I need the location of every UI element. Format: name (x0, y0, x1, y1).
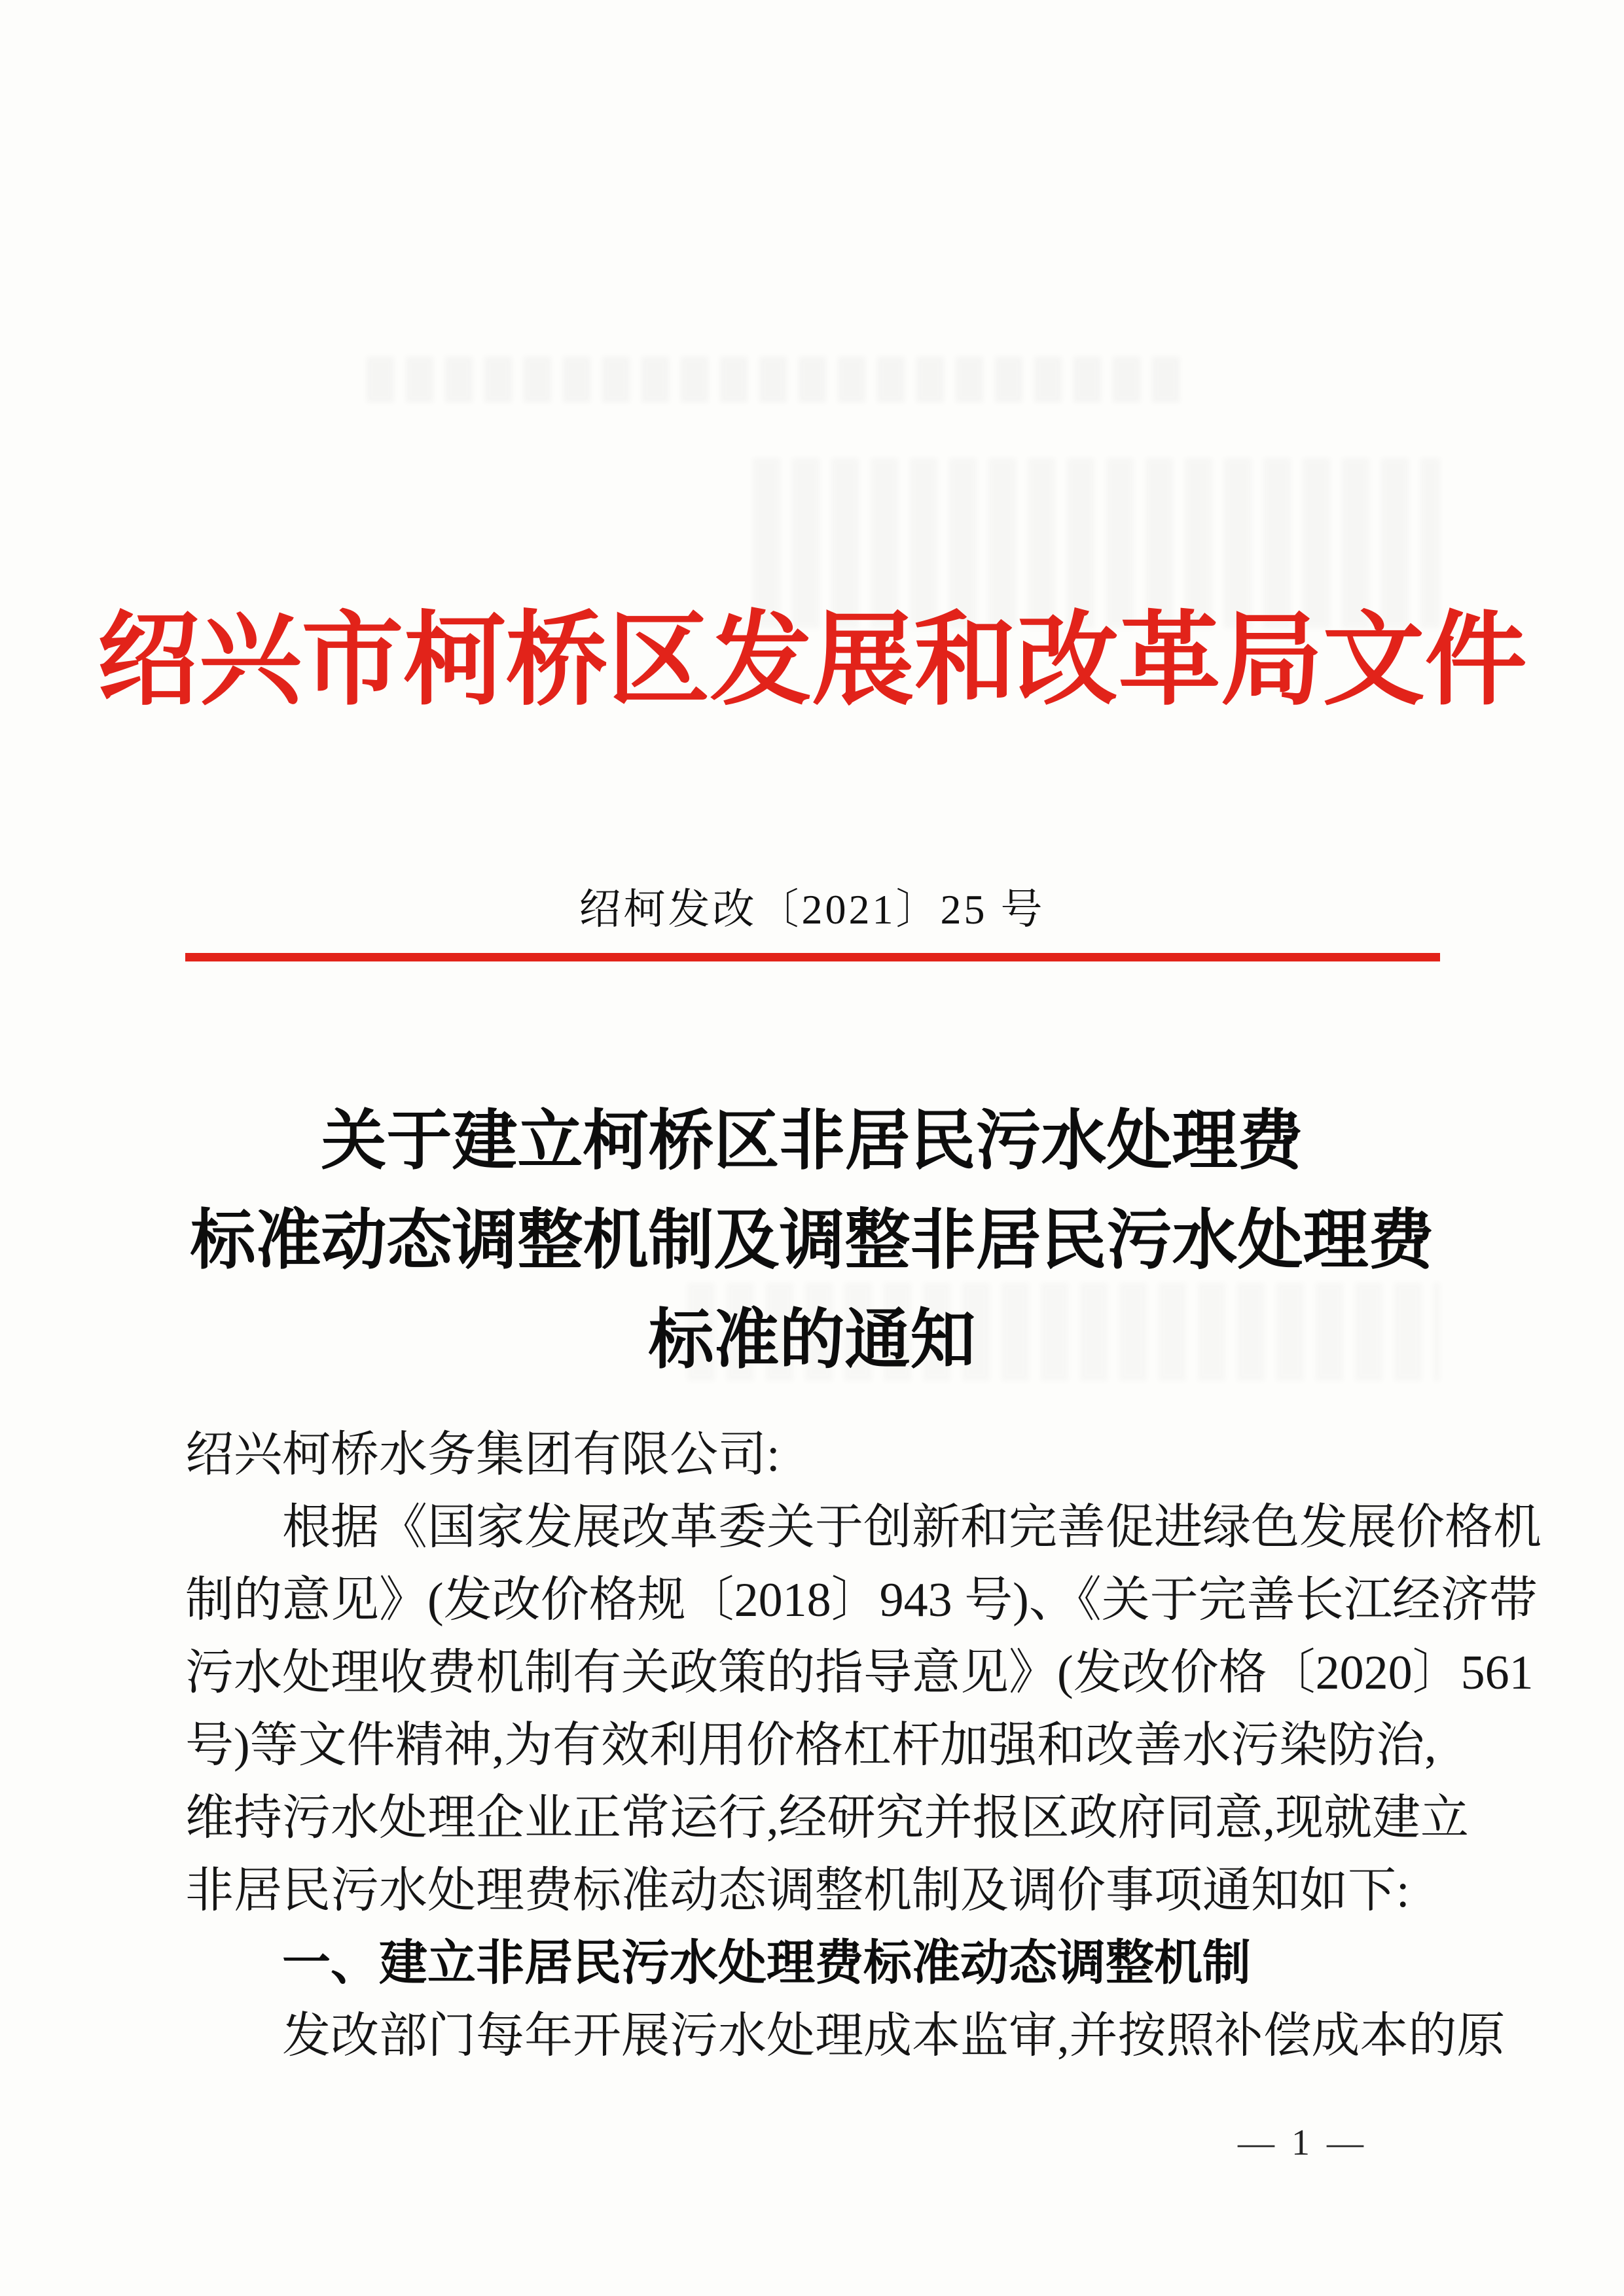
paragraph-1-line-1: 根据《国家发展改革委关于创新和完善促进绿色发展价格机 (282, 1501, 1542, 1554)
paragraph-1-line-2: 制的意见》(发改价格规〔2018〕943 号)、《关于完善长江经济带 (185, 1573, 1538, 1627)
document-title-line-1: 关于建立柯桥区非居民污水处理费 (321, 1105, 1303, 1177)
scan-bleed-artifact (367, 357, 1185, 403)
paragraph-2-line-1: 发改部门每年开展污水处理成本监审,并按照补偿成本的原 (282, 2009, 1506, 2063)
document-body (185, 1419, 1542, 2073)
document-reference-number: 绍柯发改〔2021〕25 号 (579, 886, 1045, 933)
paragraph-1-line-3: 污水处理收费机制有关政策的指导意见》(发改价格〔2020〕561 (185, 1646, 1534, 1700)
document-title-line-3: 标准的通知 (648, 1304, 976, 1376)
paragraph-1-line-6: 非居民污水处理费标准动态调整机制及调价事项通知如下: (185, 1864, 1410, 1918)
paragraph-1-line-4: 号)等文件精神,为有效利用价格杠杆加强和改善水污染防治, (185, 1719, 1437, 1772)
document-title-line-2: 标准动态调整机制及调整非居民污水处理费 (190, 1204, 1434, 1277)
document-title (0, 1092, 1624, 1390)
section-1-heading: 一、建立非居民污水处理费标准动态调整机制 (282, 1937, 1251, 1990)
page-number: — 1 — (1238, 2123, 1367, 2163)
agency-red-header-title: 绍兴市柯桥区发展和改革局文件 (97, 604, 1527, 717)
recipient-line: 绍兴柯桥水务集团有限公司: (185, 1428, 780, 1482)
paragraph-1-line-5: 维持污水处理企业正常运行,经研究并报区政府同意,现就建立 (185, 1791, 1469, 1845)
red-divider-line (185, 953, 1440, 961)
